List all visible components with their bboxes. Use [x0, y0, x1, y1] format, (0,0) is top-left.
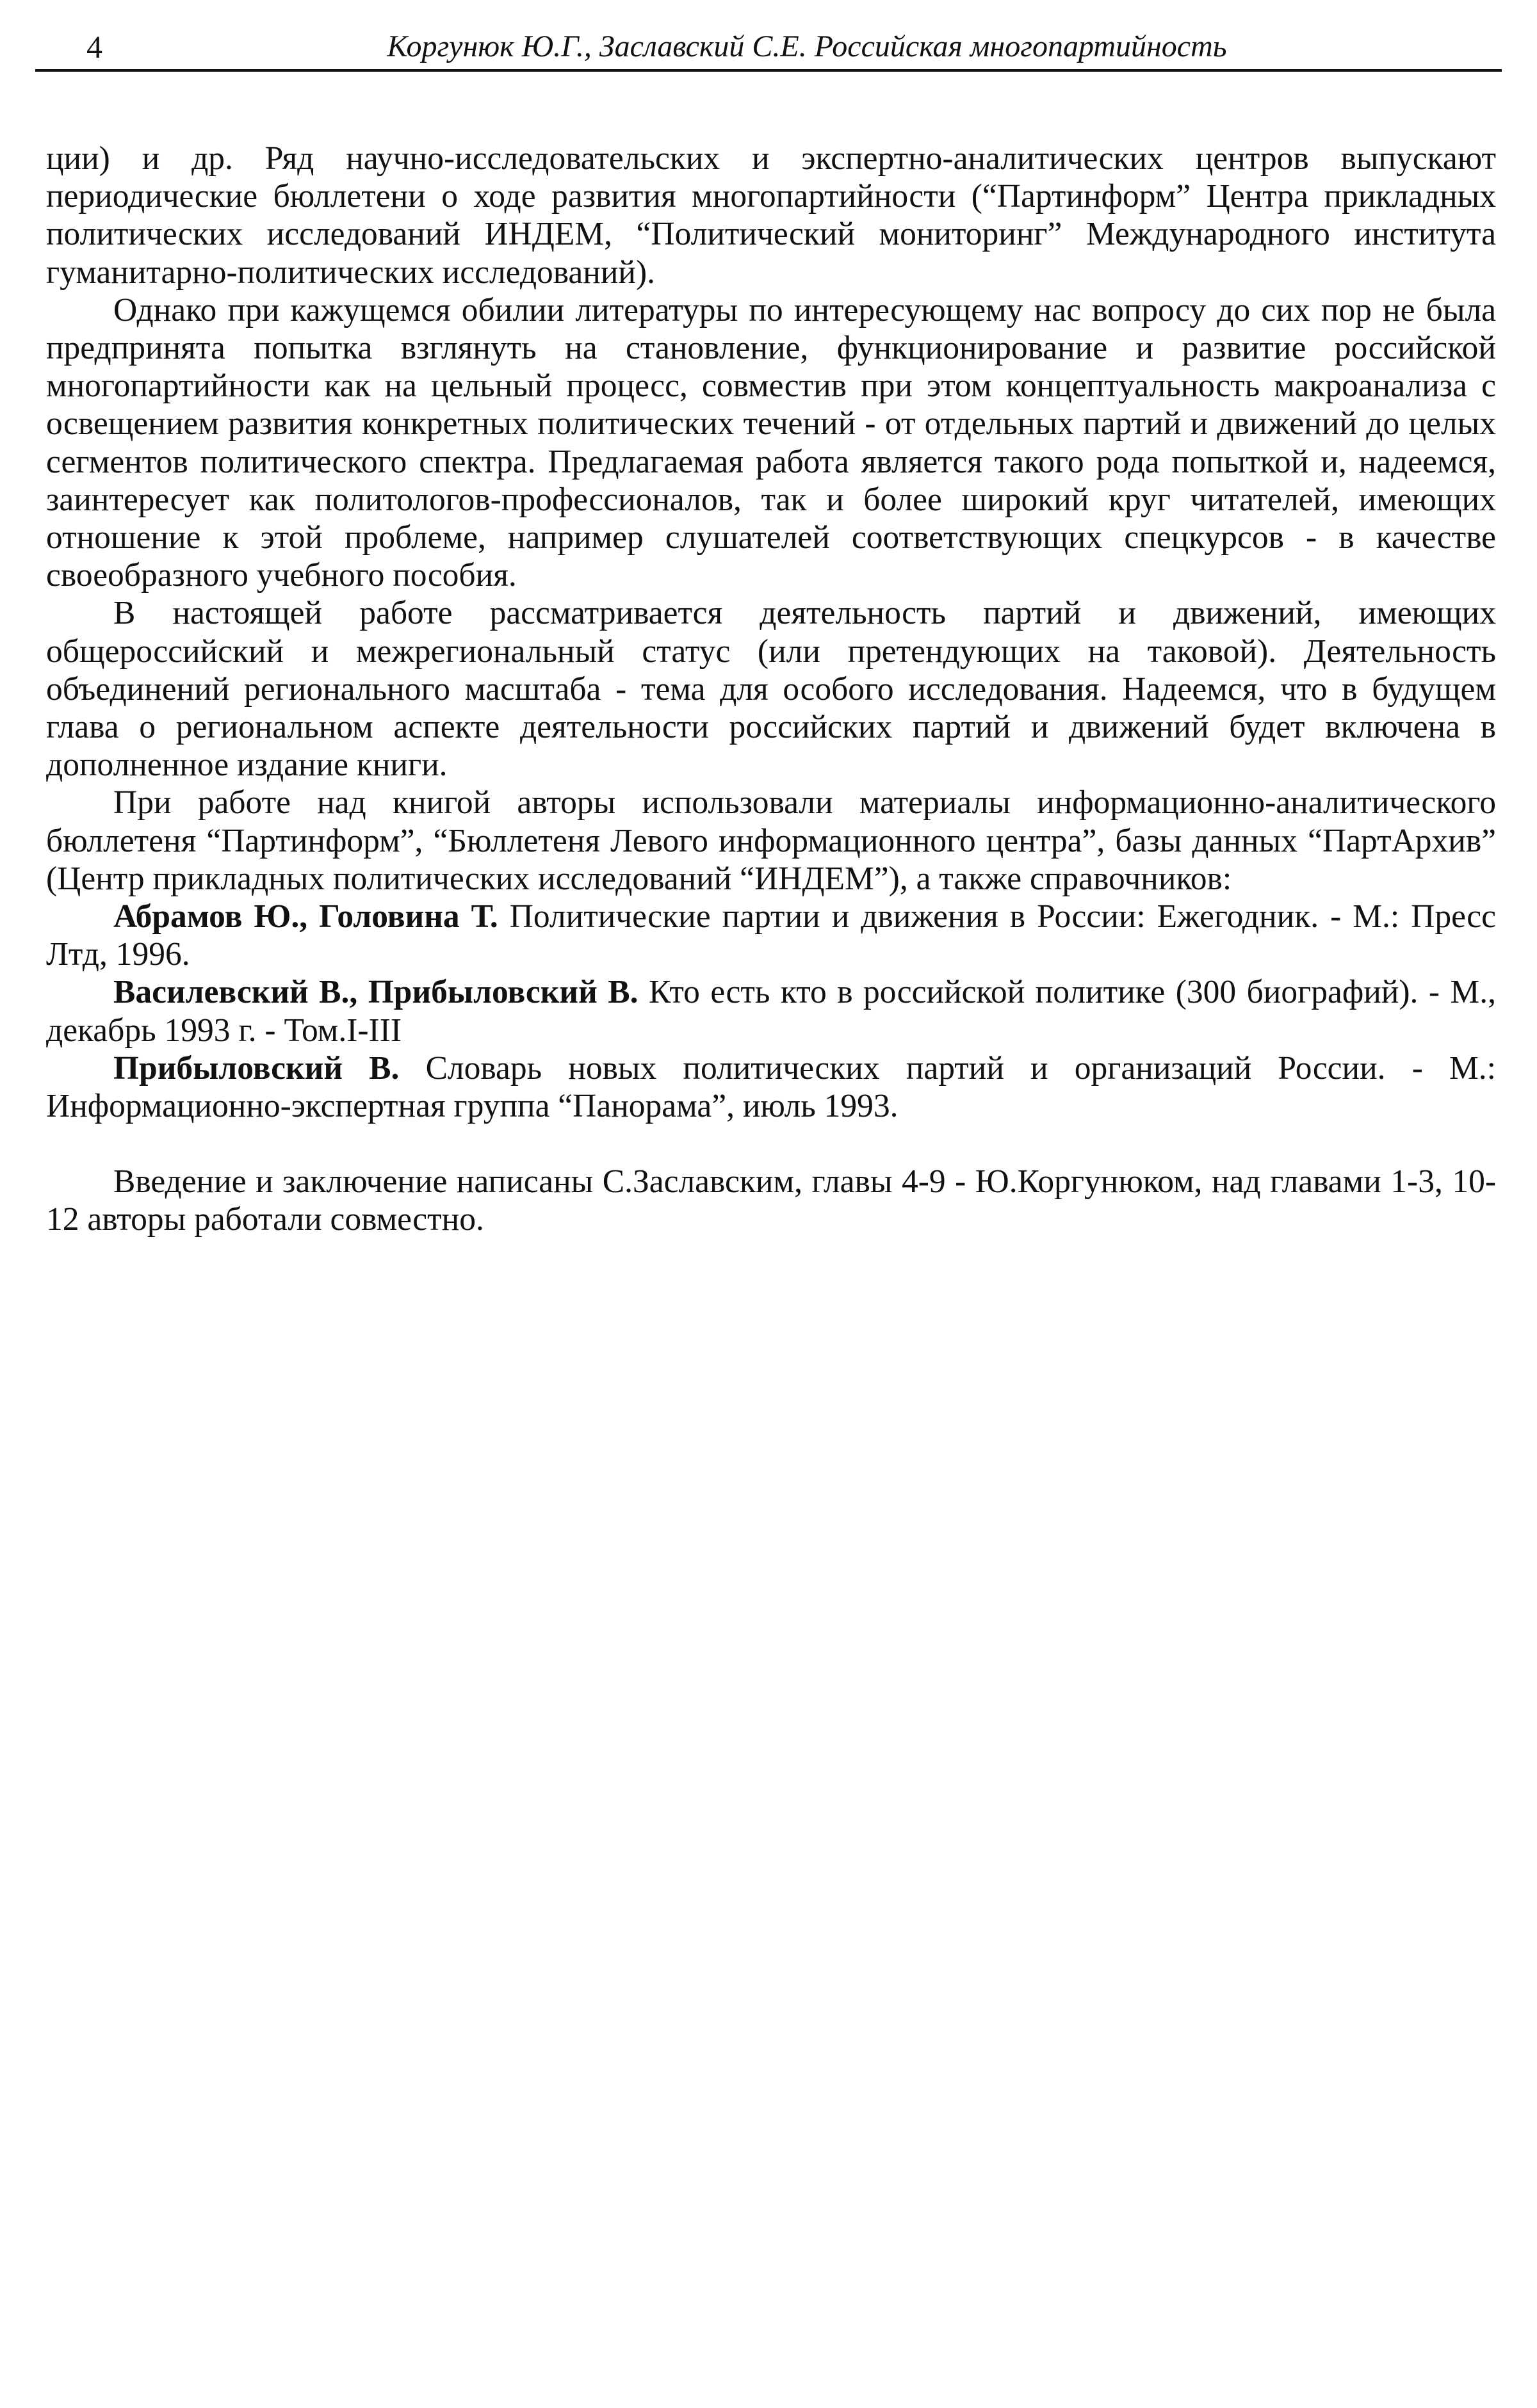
spacer	[46, 1125, 1496, 1163]
reference-text: Кто есть кто в российской политике (300 биографий). - М., декабрь 1993 г. - Том.I-III	[46, 974, 1496, 1049]
reference-item	[46, 973, 1496, 1049]
reference-text: Словарь новых политических партий и организаций России. - М.: Информационно-экспертная группа “Панорама”, июль 1993.	[46, 1049, 1496, 1125]
paragraph-sources: При работе над книгой авторы использовали материалы информационно-аналитического бюллетеня “Партинформ”, “Бюллетеня Левого информационного центра”, базы данных “ПартАрхив” (Центр прикладных политических исследований “ИНДЕМ”), а также справочников:	[46, 784, 1496, 897]
paragraph-literature-gap: Однако при кажущемся обилии литературы по интересующему нас вопросу до сих пор не была предпринята попытка взглянуть на становление, функционирование и развитие российской многопартийности как на цельный процесс, совместив при этом концептуальность макроанализа с освещением развития конкретных политических течений - от отдельных партий и движений до целых сегментов политического спектра. Предлагаемая работа является такого рода попыткой и, надеемся, заинтересует как политологов-профессионалов, так и более широкий круг читателей, имеющих отношение к этой проблеме, например слушателей соответствующих спецкурсов - в качестве своеобразного учебного пособия.	[46, 291, 1496, 594]
reference-authors: Прибыловский В.	[113, 1049, 400, 1087]
body-text	[46, 140, 1496, 1239]
running-header	[35, 24, 1502, 72]
reference-text: Политические партии и движения в России: Ежегодник. - М.: Пресс Лтд, 1996.	[46, 898, 1496, 973]
running-title: Коргунюк Ю.Г., Заславский С.Е. Российская многопартийность	[387, 29, 1227, 63]
reference-item	[46, 1049, 1496, 1125]
page-number: 4	[86, 29, 102, 65]
reference-authors: Василевский В., Прибыловский В.	[113, 974, 638, 1011]
reference-authors: Абрамов Ю., Головина Т.	[113, 898, 498, 935]
paragraph-continuation: ции) и др. Ряд научно-исследовательских и экспертно-аналитических центров выпускают периодические бюллетени о ходе развития многопартийности (“Партинформ” Центра прикладных политических исследований ИНДЕМ, “Политический мониторинг” Международного института гуманитарно-политических исследований).	[46, 140, 1496, 291]
authorship-note: Введение и заключение написаны С.Заславским, главы 4-9 - Ю.Коргунюком, над главами 1-3, 10-12 авторы работали совместно.	[46, 1163, 1496, 1238]
paragraph-scope: В настоящей работе рассматривается деятельность партий и движений, имеющих общероссийский и межрегиональный статус (или претендующих на таковой). Деятельность объединений регионального масштаба - тема для особого исследования. Надеемся, что в будущем глава о региональном аспекте деятельности российских партий и движений будет включена в дополненное издание книги.	[46, 595, 1496, 784]
reference-item	[46, 898, 1496, 973]
